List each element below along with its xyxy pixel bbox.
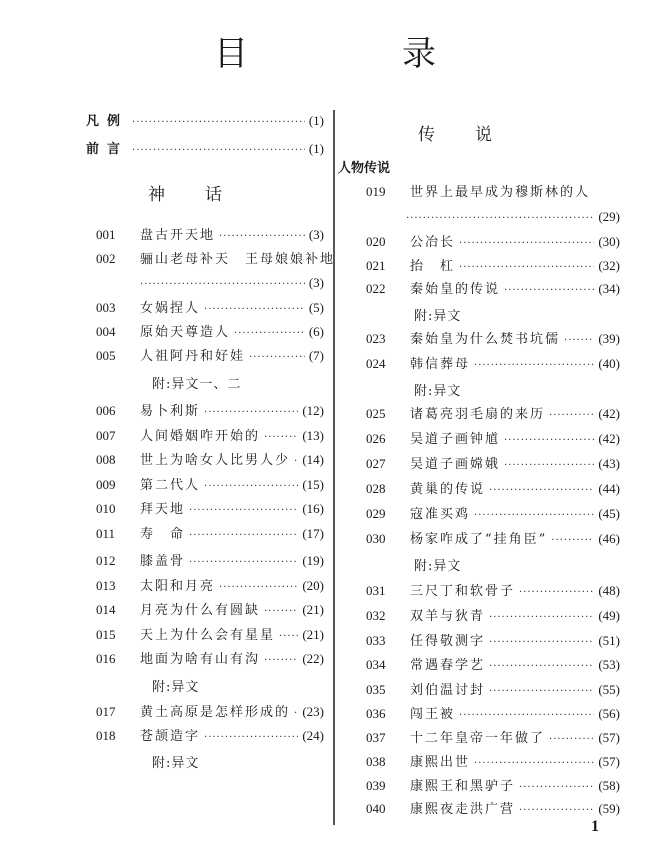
- leader-dots: [264, 652, 298, 670]
- leader-dots: [504, 457, 594, 475]
- column-divider: [333, 110, 335, 825]
- leader-dots: [204, 301, 305, 319]
- toc-entry[interactable]: 016 地面为啥有山有沟 ····· (22): [96, 650, 324, 670]
- toc-entry[interactable]: 018 苍颉造字 ····· (24): [96, 727, 324, 747]
- toc-entry[interactable]: 015 天上为什么会有星星 ····· (21): [96, 626, 324, 646]
- leader-dots: [474, 507, 594, 525]
- leader-dots: [474, 755, 594, 773]
- appendix-note: 附:异文: [152, 680, 200, 695]
- leader-dots: [551, 532, 594, 550]
- toc-entry[interactable]: 031 三尺丁和软骨子 ····· (48): [366, 582, 620, 602]
- leader-dots: [204, 478, 298, 496]
- toc-entry[interactable]: 040 康熙夜走洪广营 ····· (59): [366, 800, 620, 820]
- toc-entry[interactable]: 024 韩信葬母 ····· (40): [366, 355, 620, 375]
- toc-entry[interactable]: 027 吴道子画嫦娥 ····· (43): [366, 455, 620, 475]
- appendix-note: 附:异文: [152, 756, 200, 771]
- toc-entry[interactable]: 005 人祖阿丹和好娃 ····· (7): [96, 347, 324, 367]
- toc-entry[interactable]: 014 月亮为什么有圆缺 ····· (21): [96, 601, 324, 621]
- appendix-note: 附:异文: [414, 384, 462, 399]
- toc-entry[interactable]: 012 膝盖骨 ····· (19): [96, 552, 324, 572]
- toc-entry[interactable]: 010 拜天地 ····· (16): [96, 500, 324, 520]
- toc-entry[interactable]: 025 诸葛亮羽毛扇的来历 ····· (42): [366, 405, 620, 425]
- appendix-note: 附:异文: [414, 559, 462, 574]
- toc-entry[interactable]: 019 世界上最早成为穆斯林的人: [366, 184, 591, 200]
- leader-dots: [489, 482, 594, 500]
- subsection-heading: 人物传说: [338, 161, 391, 176]
- toc-entry[interactable]: 008 世上为啥女人比男人少 ····· (14): [96, 451, 324, 471]
- section-heading-myths: 神话: [148, 185, 262, 205]
- leader-dots: [204, 404, 298, 422]
- leader-dots: [459, 707, 594, 725]
- leader-dots: [549, 407, 594, 425]
- leader-dots: [189, 502, 298, 520]
- toc-entry[interactable]: 002 骊山老母补天 王母娘娘补地: [96, 251, 336, 267]
- toc-entry[interactable]: 023 秦始皇为什么焚书坑儒 ····· (39): [366, 330, 620, 350]
- leader-dots: [474, 357, 594, 375]
- leader-dots: [219, 579, 298, 597]
- leader-dots: [189, 527, 298, 545]
- toc-entry[interactable]: 028 黄巢的传说 ····· (44): [366, 480, 620, 500]
- leader-dots: [519, 584, 594, 602]
- toc-entry[interactable]: 006 易卜利斯 ····· (12): [96, 402, 324, 422]
- leader-dots: [132, 142, 305, 160]
- toc-entry[interactable]: 039 康熙王和黑驴子 ····· (58): [366, 777, 620, 797]
- appendix-note: 附:异文: [414, 309, 462, 324]
- leader-dots: [294, 453, 298, 471]
- toc-entry[interactable]: 001 盘古开天地 ····· (3): [96, 226, 324, 246]
- appendix-note: 附:异文一、二: [152, 377, 242, 392]
- leader-dots: [489, 634, 594, 652]
- leader-dots: [549, 731, 594, 749]
- toc-entry[interactable]: 038 康熙出世 ····· (57): [366, 753, 620, 773]
- leader-dots: [519, 802, 594, 820]
- toc-entry[interactable]: 026 吴道子画钟馗 ····· (42): [366, 430, 620, 450]
- toc-entry[interactable]: 022 秦始皇的传说 ····· (34): [366, 280, 620, 300]
- section-heading-legends: 传说: [418, 125, 532, 145]
- leader-dots: [504, 432, 594, 450]
- toc-entry[interactable]: 021 抬 杠 ····· (32): [366, 257, 620, 277]
- leader-dots: [249, 349, 305, 367]
- toc-entry[interactable]: 011 寿 命 ····· (17): [96, 525, 324, 545]
- page-title: 目 录: [214, 34, 496, 74]
- toc-entry-front-1[interactable]: 凡例 ····· (1): [86, 112, 324, 132]
- leader-dots: [519, 779, 594, 797]
- toc-entry[interactable]: 029 寇准买鸡 ····· (45): [366, 505, 620, 525]
- leader-dots: [489, 658, 594, 676]
- toc-entry-front-2[interactable]: 前言 ····· (1): [86, 140, 324, 160]
- toc-entry[interactable]: 034 常遇春学艺 ····· (53): [366, 656, 620, 676]
- toc-entry[interactable]: 004 原始天尊造人 ····· (6): [96, 323, 324, 343]
- leader-dots: [406, 210, 594, 228]
- toc-entry[interactable]: 007 人间婚姻咋开始的 ····· (13): [96, 427, 324, 447]
- toc-entry[interactable]: 020 公冶长 ····· (30): [366, 233, 620, 253]
- toc-entry[interactable]: 032 双羊与狄青 ····· (49): [366, 607, 620, 627]
- toc-entry-continuation[interactable]: ····· (29): [406, 208, 620, 228]
- toc-entry[interactable]: 030 杨家咋成了“挂角臣” ····· (46): [366, 530, 620, 550]
- leader-dots: [189, 554, 298, 572]
- toc-entry[interactable]: 036 闯王被 ····· (56): [366, 705, 620, 725]
- leader-dots: [489, 609, 594, 627]
- leader-dots: [564, 332, 594, 350]
- leader-dots: [279, 628, 298, 646]
- toc-entry[interactable]: 037 十二年皇帝一年做了 ····· (57): [366, 729, 620, 749]
- leader-dots: [504, 282, 594, 300]
- leader-dots: [204, 729, 298, 747]
- leader-dots: [489, 683, 594, 701]
- leader-dots: [459, 235, 594, 253]
- leader-dots: [140, 276, 305, 294]
- toc-entry[interactable]: 017 黄土高原是怎样形成的 ····· (23): [96, 703, 324, 723]
- leader-dots: [459, 259, 594, 277]
- leader-dots: [264, 603, 298, 621]
- toc-entry[interactable]: 035 刘伯温讨封 ····· (55): [366, 681, 620, 701]
- leader-dots: [132, 114, 305, 132]
- toc-entry[interactable]: 013 太阳和月亮 ····· (20): [96, 577, 324, 597]
- page-number: 1: [591, 818, 599, 835]
- leader-dots: [219, 228, 305, 246]
- leader-dots: [264, 429, 298, 447]
- toc-entry-continuation[interactable]: ····· (3): [140, 274, 324, 294]
- leader-dots: [294, 705, 298, 723]
- toc-entry[interactable]: 003 女娲捏人 ····· (5): [96, 299, 324, 319]
- toc-entry[interactable]: 009 第二代人 ····· (15): [96, 476, 324, 496]
- toc-entry[interactable]: 033 任得敬测字 ····· (51): [366, 632, 620, 652]
- leader-dots: [234, 325, 305, 343]
